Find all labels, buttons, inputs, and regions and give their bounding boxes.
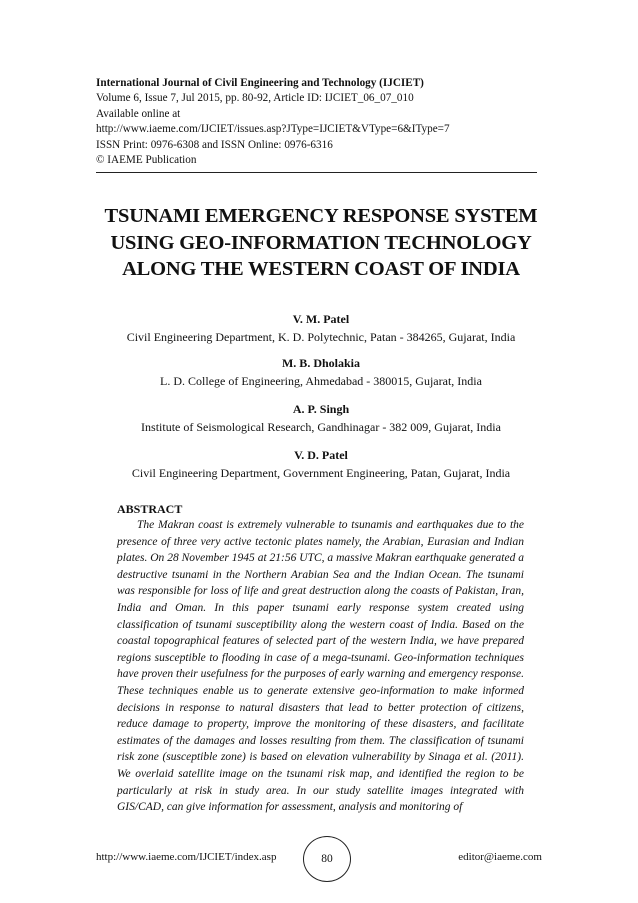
- author-block: [96, 400, 546, 436]
- issue-url[interactable]: http://www.iaeme.com/IJCIET/issues.asp?JType=IJCIET&VType=6&IType=7: [96, 123, 450, 136]
- header-divider: [96, 172, 537, 173]
- abstract-body: The Makran coast is extremely vulnerable to tsunamis and earthquakes due to the presence of three very active tectonic plates namely, the Arabian, Eurasian and Indian plates. On 28 November 1945 at 21:56 UTC, a massive Makran earthquake generated a destructive tsunami in the Northern Arabian Sea and the Indian Ocean. The tsunami was responsible for loss of life and great destruction along the coasts of Pakistan, Iran, India and Oman. In this paper tsunami early response system created using classification of tsunami susceptibility along the western coast of India. Based on the coastal topographical features of selected part of the western India, we have prepared regions susceptible to flooding in case of a mega-tsunami. Geo-information techniques have proven their usefulness for the purposes of early warning and emergency response. These techniques enable us to generate extensive geo-information to make informed decisions in response to natural disasters that lead to better protection of citizens, reduce damage to property, improve the monitoring of these disasters, and facilitate estimates of the damages and losses resulting from them. The classification of tsunami risk zone (susceptible zone) is based on elevation vulnerability by Sinaga et al. (2011). We overlaid satellite image on the tsunami risk map, and identified the region to be particularly at risk in study area. In our study satellite images integrated with GIS/CAD, can give information for assessment, analysis and monitoring of: [117, 519, 524, 814]
- available-online: Available online at: [96, 107, 181, 120]
- author-name: V. M. Patel: [292, 312, 350, 326]
- abstract-heading: ABSTRACT: [117, 502, 183, 516]
- author-block: [96, 310, 546, 346]
- volume-info: Volume 6, Issue 7, Jul 2015, pp. 80-92, Article ID: IJCIET_06_07_010: [96, 92, 414, 105]
- author-name: V. D. Patel: [294, 448, 348, 462]
- author-affiliation: Institute of Seismological Research, Gandhinagar - 382 009, Gujarat, India: [141, 420, 501, 434]
- author-affiliation: Civil Engineering Department, K. D. Polytechnic, Patan - 384265, Gujarat, India: [126, 330, 516, 344]
- author-block: [96, 354, 546, 390]
- author-affiliation: Civil Engineering Department, Government Engineering, Patan, Gujarat, India: [131, 466, 511, 480]
- footer-journal-link[interactable]: http://www.iaeme.com/IJCIET/index.asp: [96, 851, 277, 863]
- author-block: [96, 446, 546, 482]
- journal-header: [96, 76, 536, 168]
- journal-name: International Journal of Civil Engineering and Technology (IJCIET): [96, 77, 424, 89]
- author-affiliation: L. D. College of Engineering, Ahmedabad - 380015, Gujarat, India: [160, 374, 482, 388]
- page-number-label: 80: [321, 853, 333, 865]
- publisher: © IAEME Publication: [96, 154, 197, 167]
- footer-email-link[interactable]: editor@iaeme.com: [458, 851, 542, 863]
- page-number: [303, 836, 351, 882]
- paper-title: TSUNAMI EMERGENCY RESPONSE SYSTEM USING GEO-INFORMATION TECHNOLOGY ALONG THE WESTERN COAST OF INDIA: [104, 205, 538, 280]
- author-name: M. B. Dholakia: [281, 356, 360, 370]
- author-name: A. P. Singh: [292, 402, 350, 416]
- issn-info: ISSN Print: 0976-6308 and ISSN Online: 0976-6316: [96, 138, 333, 151]
